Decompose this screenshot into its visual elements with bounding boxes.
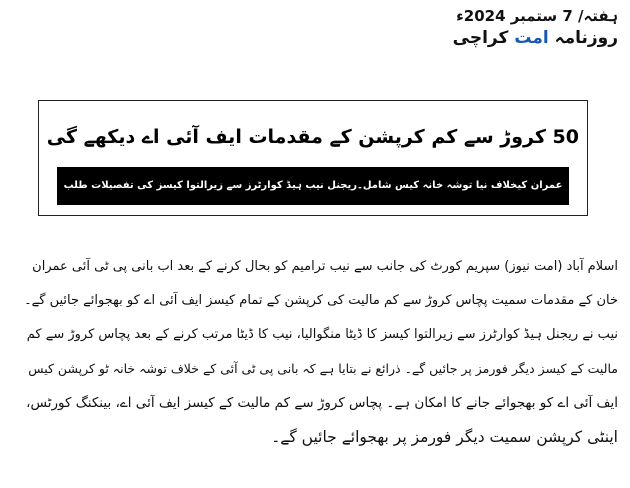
body-line: اینٹی کرپشن سمیت دیگر فورمز پر بھجوائے جائیں گے۔: [271, 428, 618, 446]
publication-date: ہفتہ/ 7 ستمبر 2024ء: [456, 7, 618, 25]
newspaper-name: [318, 26, 618, 50]
newspaper-brand: امت: [514, 28, 549, 48]
body-line: نیب نے ریجنل ہیڈ کوارٹرز سے زیرالتوا کیسز کا ڈیٹا منگوالیا، نیب کا ڈیٹا مرتب کرنے کے بعد پچاس کروڑ سے کم: [26, 327, 618, 342]
article-subheadline: عمران کیخلاف نیا توشہ خانہ کیس شامل۔ریجنل نیب ہیڈ کوارٹرز سے زیرالتوا کیسز کی تفصیلات طلب: [57, 167, 569, 205]
body-line: اسلام آباد (امت نیوز) سپریم کورٹ کی جانب سے نیب ترامیم کو بحال کرنے کے بعد اب بانی پی ٹی آئی عمران: [32, 259, 618, 274]
headline-box: [38, 100, 588, 216]
masthead: [318, 6, 618, 50]
body-line: خان کے مقدمات سمیت پچاس کروڑ سے کم مالیت کی کرپشن کے تمام کیسز ایف آئی اے کو بھجوائے جائیں گے۔: [24, 293, 618, 308]
body-line: ایف آئی اے کو بھجوائے جانے کا امکان ہے۔ پچاس کروڑ سے کم مالیت کے کیسز ایف آئی اے، بینکنگ کورٹس،: [26, 395, 618, 411]
newspaper-city: کراچی: [452, 28, 515, 48]
article-body: [14, 250, 618, 454]
article-headline: 50 کروڑ سے کم کرپشن کے مقدمات ایف آئی اے دیکھے گی: [47, 126, 579, 148]
body-line: مالیت کے کیسز دیگر فورمز پر جائیں گے۔ ذرائع نے بتایا ہے کہ بانی پی ٹی آئی کے خلاف توشہ خانہ ٹو کرپشن کیس: [28, 361, 618, 376]
newspaper-prefix: روزنامہ: [548, 28, 618, 48]
